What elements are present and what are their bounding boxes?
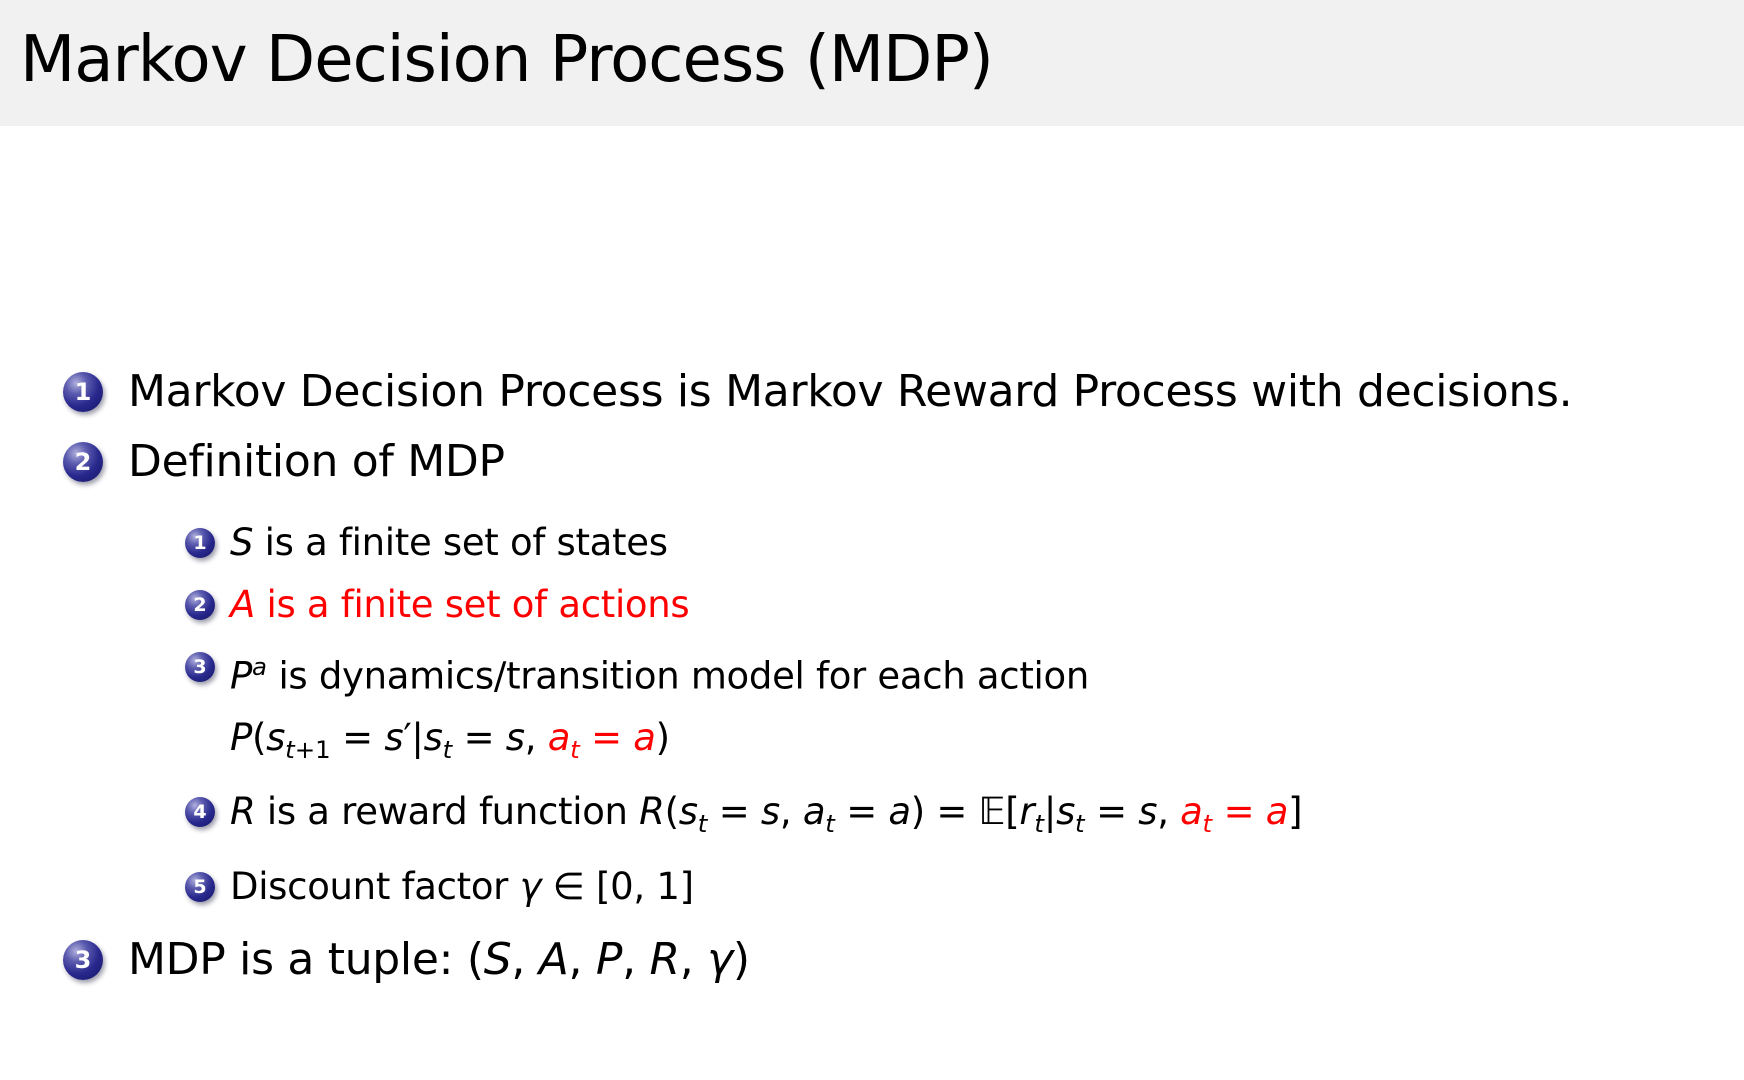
text-segment: s: [423, 716, 443, 760]
text-segment: t: [1202, 809, 1213, 839]
item-text: [230, 781, 1302, 855]
formula-text: [230, 707, 670, 781]
text-segment: ,: [679, 933, 708, 985]
text-segment: [: [1005, 790, 1020, 834]
text-segment: is a reward function: [255, 790, 640, 834]
text-segment: P: [230, 654, 253, 698]
text-segment: r: [1019, 790, 1035, 834]
text-segment: =: [707, 790, 761, 834]
text-segment: t: [570, 735, 580, 765]
text-segment: ]: [1288, 790, 1303, 834]
list-item-level2: [185, 781, 1744, 855]
item-text: [128, 364, 1572, 420]
item-text: [230, 636, 1089, 707]
text-segment: Definition of MDP: [128, 436, 505, 487]
item-text: [128, 434, 505, 490]
slide-header: [0, 0, 1744, 126]
list-item-level2: [185, 636, 1744, 707]
text-segment: ,: [511, 933, 539, 985]
text-segment: a: [633, 716, 656, 760]
text-segment: |: [1043, 790, 1057, 834]
text-segment: ,: [568, 933, 596, 985]
text-segment: s: [384, 716, 404, 760]
item-text: [230, 574, 689, 636]
text-segment: ,: [1157, 790, 1181, 834]
text-segment: ∈ [0, 1]: [541, 864, 694, 908]
text-segment: ,: [779, 790, 803, 834]
text-segment: ) =: [910, 790, 979, 834]
list-item-level2: [185, 574, 1744, 636]
item-text: [128, 932, 750, 988]
text-segment: t: [825, 809, 835, 839]
ball-number-bullet: 1: [185, 528, 215, 558]
item-list: [63, 364, 1744, 988]
text-segment: (: [252, 716, 267, 760]
list-item-level1: [63, 434, 1744, 490]
list-item-level1: [63, 364, 1744, 420]
text-segment: =: [1084, 790, 1139, 834]
text-segment: =: [1212, 790, 1266, 834]
text-segment: ′: [403, 716, 412, 760]
text-segment: s: [678, 790, 698, 834]
text-segment: a: [888, 790, 911, 834]
text-segment: s: [266, 716, 286, 760]
text-segment: =: [452, 716, 506, 760]
list-item-level1: [63, 932, 1744, 988]
text-segment: t: [1034, 809, 1044, 839]
text-segment: s: [1056, 790, 1076, 834]
ball-number-bullet: 3: [185, 652, 215, 682]
ball-number-bullet: 5: [185, 872, 215, 902]
text-segment: t: [285, 735, 295, 765]
text-segment: R: [639, 790, 665, 834]
text-segment: =: [330, 716, 385, 760]
ball-number-bullet: 2: [63, 442, 103, 482]
list-item-level2: [185, 856, 1744, 918]
text-segment: P: [230, 716, 253, 760]
text-segment: ): [732, 933, 750, 985]
slide-body: [0, 364, 1744, 1002]
text-segment: is dynamics/transition model for each action: [266, 654, 1090, 698]
text-segment: ): [655, 716, 670, 760]
formula-line: [185, 707, 1744, 781]
text-segment: γ: [519, 864, 542, 908]
text-segment: R: [649, 933, 680, 985]
text-segment: γ: [707, 933, 733, 985]
text-segment: s: [760, 790, 780, 834]
text-segment: =: [579, 716, 634, 760]
text-segment: +1: [294, 735, 331, 765]
text-segment: Markov Decision Process is Markov Reward Process with decisions.: [128, 366, 1573, 417]
text-segment: ,: [622, 933, 650, 985]
text-segment: t: [697, 809, 708, 839]
ball-number-bullet: 3: [63, 940, 103, 980]
text-segment: t: [442, 735, 453, 765]
text-segment: a: [1180, 790, 1203, 834]
text-segment: a: [547, 716, 571, 760]
text-segment: MDP is a tuple:: [128, 933, 467, 985]
ball-number-bullet: 2: [185, 590, 215, 620]
ball-number-bullet: 4: [185, 797, 215, 827]
text-segment: is a finite set of actions: [255, 583, 690, 626]
text-segment: (: [466, 933, 484, 985]
text-segment: R: [230, 790, 256, 834]
text-segment: S: [230, 521, 254, 564]
sub-item-list: [63, 512, 1744, 918]
text-segment: =: [834, 790, 889, 834]
text-segment: s: [505, 716, 525, 760]
ball-number-bullet: 1: [63, 372, 103, 412]
item-text: [230, 856, 694, 918]
text-segment: A: [538, 933, 569, 985]
text-segment: A: [230, 583, 256, 626]
text-segment: a: [1265, 790, 1289, 834]
list-item-level2: [185, 512, 1744, 574]
text-segment: 𝔼: [978, 790, 1006, 834]
text-segment: ,: [524, 716, 548, 760]
text-segment: (: [664, 790, 679, 834]
text-segment: s: [1138, 790, 1158, 834]
text-segment: t: [1075, 809, 1085, 839]
text-segment: Discount factor: [230, 864, 520, 908]
text-segment: S: [483, 933, 512, 985]
text-segment: P: [595, 933, 623, 985]
text-segment: a: [252, 652, 267, 681]
text-segment: |: [411, 716, 424, 760]
slide-title: Markov Decision Process (MDP): [20, 23, 993, 97]
text-segment: is a finite set of states: [253, 521, 668, 564]
item-text: [230, 512, 668, 574]
text-segment: a: [802, 790, 826, 834]
